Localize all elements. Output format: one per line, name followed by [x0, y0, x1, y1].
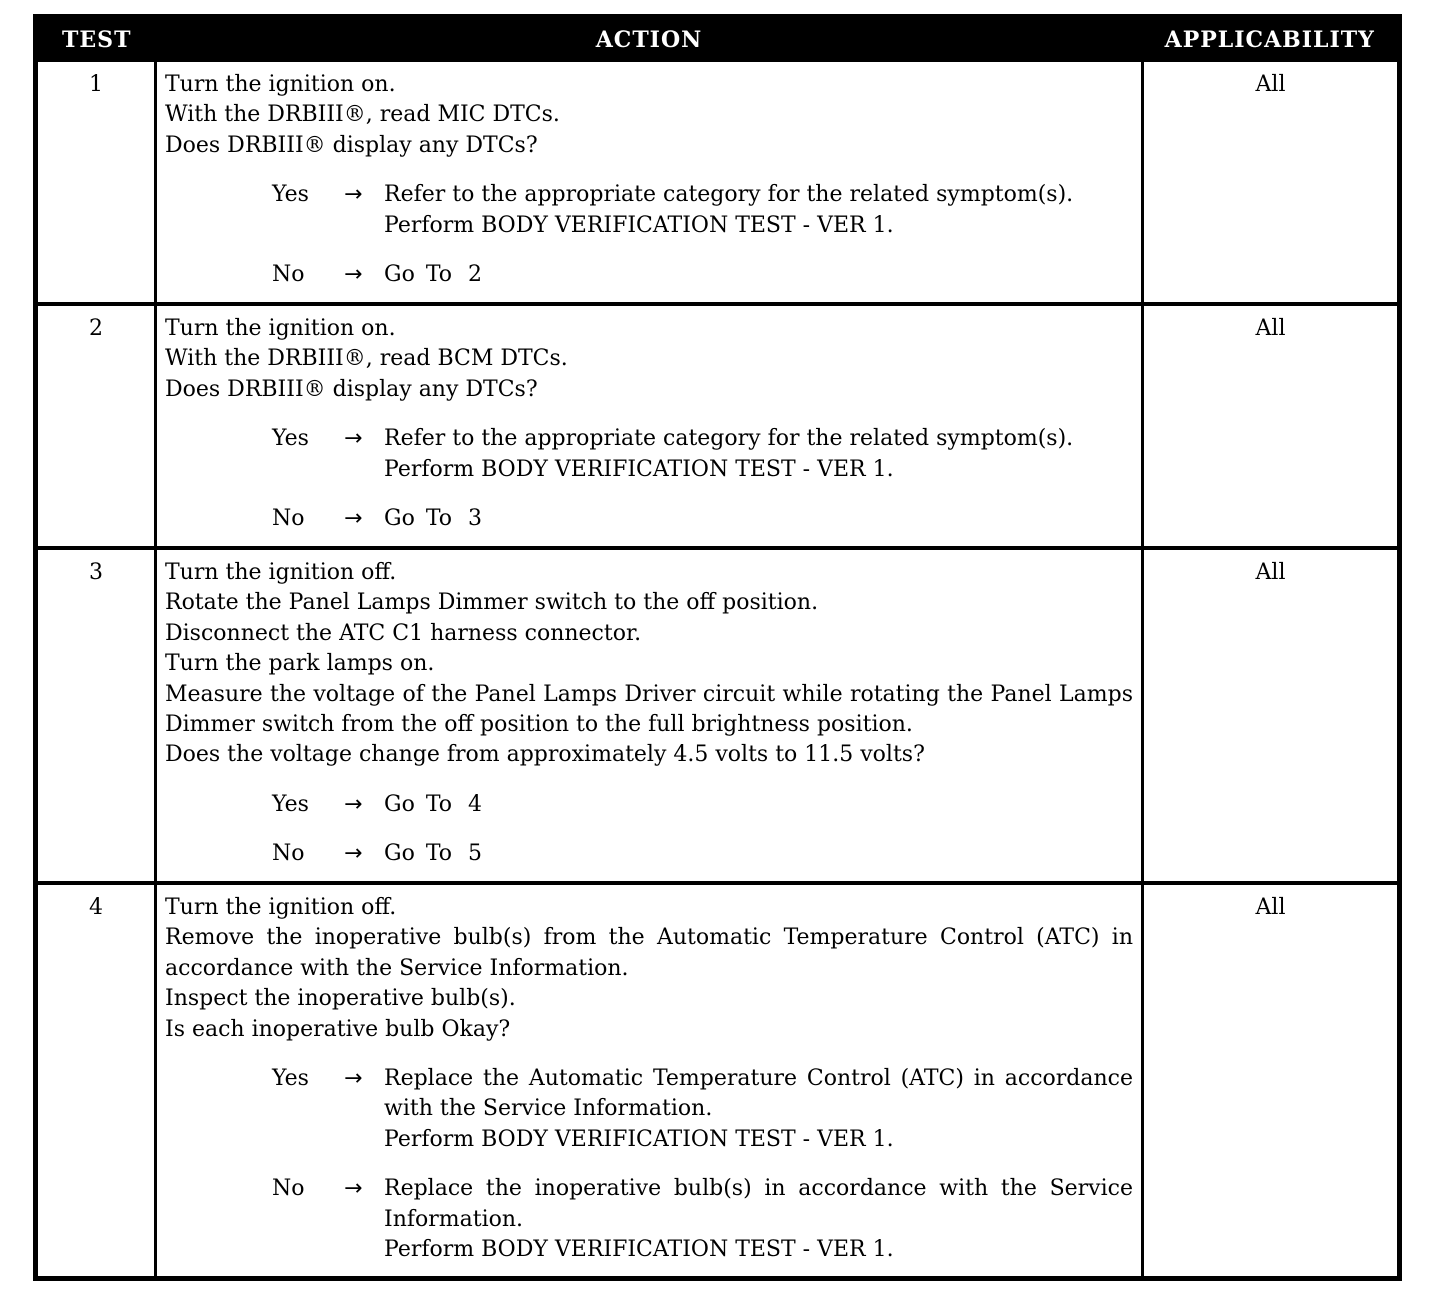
no-label: No [272, 262, 305, 288]
yes-label: Yes [272, 791, 309, 817]
step-text: With the DRBIII®, read BCM DTCs. [165, 346, 568, 372]
test-number: 1 [36, 61, 156, 304]
yes-label: Yes [272, 182, 309, 208]
action-cell [156, 548, 1143, 883]
result-text: Perform BODY VERIFICATION TEST - VER 1. [384, 1237, 894, 1263]
goto-number: 3 [468, 506, 483, 532]
right-arrow-icon: → [344, 262, 363, 288]
goto-label: Go To [384, 841, 453, 867]
step-text: Rotate the Panel Lamps Dimmer switch to the off position. [165, 590, 819, 616]
result-text: Perform BODY VERIFICATION TEST - VER 1. [384, 1126, 894, 1152]
step-text: Turn the ignition off. [165, 895, 397, 920]
goto-label: Go To [384, 262, 453, 288]
yes-result [272, 790, 1133, 820]
no-label: No [272, 506, 305, 532]
test-number: 4 [36, 883, 156, 1278]
test-number: 3 [36, 548, 156, 883]
yes-result [272, 1064, 1133, 1155]
action-cell [156, 304, 1143, 548]
no-result [272, 504, 1133, 534]
applicability-value: All [1143, 548, 1400, 883]
result-text: Replace the Automatic Temperature Control (ATC) in accordance with the Service Information. [384, 1066, 1133, 1122]
step-text: Does DRBIII® display any DTCs? [165, 132, 538, 158]
yes-result [272, 180, 1133, 241]
right-arrow-icon: → [344, 506, 363, 532]
header-row [36, 17, 1400, 62]
right-arrow-icon: → [344, 182, 363, 208]
table-row [36, 304, 1400, 548]
right-arrow-icon: → [344, 1066, 363, 1092]
step-text: Does DRBIII® display any DTCs? [165, 376, 538, 402]
goto-number: 5 [468, 841, 483, 867]
table-row [36, 883, 1400, 1278]
step-text: Turn the ignition on. [165, 72, 396, 97]
action-cell [156, 61, 1143, 304]
header-applicability: APPLICABILITY [1143, 17, 1400, 62]
result-text: Perform BODY VERIFICATION TEST - VER 1. [384, 212, 894, 238]
goto-number: 2 [468, 262, 483, 288]
no-result [272, 1174, 1133, 1265]
no-label: No [272, 1176, 305, 1202]
applicability-value: All [1143, 304, 1400, 548]
no-result [272, 839, 1133, 869]
step-text: Turn the park lamps on. [165, 651, 435, 677]
step-text: With the DRBIII®, read MIC DTCs. [165, 102, 560, 128]
result-text: Perform BODY VERIFICATION TEST - VER 1. [384, 456, 894, 482]
step-text: Inspect the inoperative bulb(s). [165, 986, 516, 1012]
yes-result [272, 424, 1133, 485]
applicability-value: All [1143, 883, 1400, 1278]
diagnostic-test-table [33, 14, 1402, 1281]
table-row [36, 548, 1400, 883]
step-text: Turn the ignition on. [165, 316, 396, 341]
header-test: TEST [36, 17, 156, 62]
step-text: Is each inoperative bulb Okay? [165, 1016, 511, 1042]
right-arrow-icon: → [344, 791, 363, 817]
action-cell [156, 883, 1143, 1278]
step-text: Does the voltage change from approximately 4.5 volts to 11.5 volts? [165, 742, 925, 768]
goto-label: Go To [384, 791, 453, 817]
result-text: Refer to the appropriate category for the related symptom(s). [384, 182, 1074, 208]
no-result [272, 260, 1133, 290]
test-number: 2 [36, 304, 156, 548]
right-arrow-icon: → [344, 1176, 363, 1202]
no-label: No [272, 841, 305, 867]
step-text: Turn the ignition off. [165, 560, 397, 585]
result-text: Replace the inoperative bulb(s) in accordance with the Service Information. [384, 1176, 1133, 1232]
yes-label: Yes [272, 1066, 309, 1092]
right-arrow-icon: → [344, 841, 363, 867]
step-text: Measure the voltage of the Panel Lamps Driver circuit while rotating the Panel Lamps Dimmer switch from the off position to the full brightness position. [165, 681, 1133, 738]
applicability-value: All [1143, 61, 1400, 304]
table-row [36, 61, 1400, 304]
step-text: Remove the inoperative bulb(s) from the Automatic Temperature Control (ATC) in accordance with the Service Information. [165, 925, 1133, 981]
yes-label: Yes [272, 426, 309, 452]
right-arrow-icon: → [344, 426, 363, 452]
result-text: Refer to the appropriate category for the related symptom(s). [384, 426, 1074, 452]
header-action: ACTION [156, 17, 1143, 62]
goto-number: 4 [468, 791, 483, 817]
step-text: Disconnect the ATC C1 harness connector. [165, 620, 642, 646]
goto-label: Go To [384, 506, 453, 532]
